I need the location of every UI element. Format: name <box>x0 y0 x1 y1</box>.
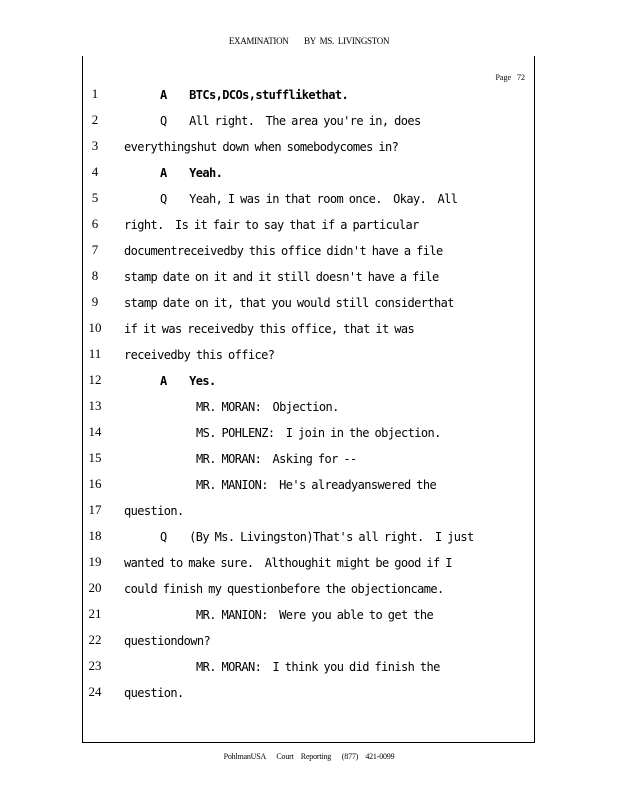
page-header: EXAMINATION BY MS. LIVINGSTON <box>228 36 390 46</box>
line-text: Q (By Ms. Livingston)That's all right. I just <box>160 530 474 544</box>
line-number: 3 <box>91 138 99 153</box>
transcript-line <box>0 322 618 348</box>
line-text: could finish my questionbefore the objectioncame. <box>124 582 444 596</box>
line-text: right. Is it fair to say that if a particular <box>124 218 419 232</box>
line-number: 20 <box>88 580 102 595</box>
transcript-line <box>0 140 618 166</box>
line-number: 7 <box>91 242 99 257</box>
line-number: 11 <box>88 346 102 361</box>
line-text: Q Yeah, I was in that room once. Okay. All <box>160 192 458 206</box>
line-text: question. <box>124 504 184 518</box>
line-number: 15 <box>88 450 102 465</box>
transcript-line <box>0 244 618 270</box>
transcript-line <box>0 608 618 634</box>
transcript-line <box>0 114 618 140</box>
line-number: 16 <box>88 476 102 491</box>
transcript-line <box>0 660 618 686</box>
line-text: stamp date on it, that you would still considerthat <box>124 296 454 310</box>
transcript-line <box>0 192 618 218</box>
line-number: 2 <box>91 112 99 127</box>
line-number: 19 <box>88 554 102 569</box>
line-number: 24 <box>88 684 102 699</box>
transcript-line <box>0 374 618 400</box>
line-number: 13 <box>88 398 102 413</box>
line-number: 21 <box>88 606 102 621</box>
line-number: 14 <box>88 424 102 439</box>
transcript-line <box>0 582 618 608</box>
line-number: 18 <box>88 528 102 543</box>
line-number: 12 <box>88 372 102 387</box>
line-text: questiondown? <box>124 634 211 648</box>
line-text: MR. MORAN: I think you did finish the <box>196 660 440 674</box>
line-text: MR. MORAN: Asking for -- <box>196 452 357 466</box>
page-footer: PohlmanUSA Court Reporting (877) 421-0099 <box>223 752 395 761</box>
transcript-line <box>0 166 618 192</box>
line-text: A BTCs,DCOs,stufflikethat. <box>160 88 349 102</box>
transcript-line <box>0 504 618 530</box>
line-text: MR. MORAN: Objection. <box>196 400 339 414</box>
line-text: everythingshut down when somebodycomes in? <box>124 140 399 154</box>
transcript-line <box>0 296 618 322</box>
transcript-line <box>0 556 618 582</box>
line-text: A Yeah. <box>160 166 223 180</box>
line-number: 9 <box>91 294 99 309</box>
transcript-line <box>0 218 618 244</box>
line-number: 5 <box>91 190 99 205</box>
page-number: Page 72 <box>495 73 525 82</box>
line-text: question. <box>124 686 184 700</box>
transcript-line <box>0 452 618 478</box>
line-number: 22 <box>88 632 102 647</box>
line-number: 10 <box>88 320 102 335</box>
line-text: MS. POHLENZ: I join in the objection. <box>196 426 441 440</box>
line-number: 17 <box>88 502 102 517</box>
line-text: stamp date on it and it still doesn't have a file <box>124 270 439 284</box>
line-text: receivedby this office? <box>124 348 275 362</box>
transcript-line <box>0 530 618 556</box>
transcript-line <box>0 400 618 426</box>
line-number: 1 <box>91 86 99 101</box>
line-number: 4 <box>91 164 99 179</box>
transcript-line <box>0 478 618 504</box>
line-text: wanted to make sure. Althoughit might be good if I <box>124 556 452 570</box>
line-number: 8 <box>91 268 99 283</box>
line-text: if it was receivedby this office, that it was <box>124 322 415 336</box>
transcript-line <box>0 426 618 452</box>
line-number: 23 <box>88 658 102 673</box>
transcript-line <box>0 348 618 374</box>
line-text: MR. MANION: He's alreadyanswered the <box>196 478 437 492</box>
transcript-line <box>0 88 618 114</box>
transcript-line <box>0 686 618 712</box>
line-text: A Yes. <box>160 374 216 388</box>
line-text: Q All right. The area you're in, does <box>160 114 421 128</box>
line-number: 6 <box>91 216 99 231</box>
transcript-line <box>0 270 618 296</box>
line-text: MR. MANION: Were you able to get the <box>196 608 434 622</box>
line-text: documentreceivedby this office didn't have a file <box>124 244 443 258</box>
transcript-line <box>0 634 618 660</box>
